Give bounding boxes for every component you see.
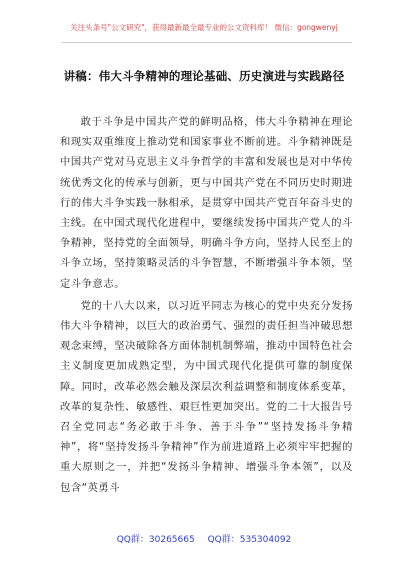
- promo-banner: 关注头条号"公文研究"，获得最新最全最专业的公文资料库！ 微信：gongwenyj: [70, 23, 338, 32]
- document-title: 讲稿：伟大斗争精神的理论基础、历史演进与实践路径: [63, 69, 345, 83]
- body-paragraph: 党的十八大以来，以习近平同志为核心的党中央充分发扬伟大斗争精神，以巨大的政治勇气、强烈的责任担当冲破思想观念束缚，坚决破除各方面体制机制弊端，推动中国特色社会主义制度更加成熟定型，为中国式现代化提供可靠的制度保障。同时，改革必然会触及深层次利益调整和制度体系变革，改革的复杂性、敏感性、艰巨性更加突出。党的二十大报告号召全党同志“务必敢于斗争、善于斗争”“坚持发扬斗争精神”，将“坚持发扬斗争精神”作为前进道路上必须牢牢把握的重大原则之一，并把“发扬斗争精神、增强斗争本领”，以及包含“英勇斗: [60, 299, 353, 494]
- body-paragraph: 敢于斗争是中国共产党的鲜明品格，伟大斗争精神在理论和现实双重维度上推动党和国家事业不断前进。斗争精神既是中国共产党对马克思主义斗争哲学的丰富和发展也是对中华传统优秀文化的传承与创新，更与中国共产党在不同历史时期进行的伟大斗争实践一脉相承，是贯穿中国共产党百年奋斗史的主线。在中国式现代化进程中，要继续发扬中国共产党人的斗争精神，坚持党的全面领导，明确斗争方向，坚持人民至上的斗争立场，坚持策略灵活的斗争智慧，不断增强斗争本领，坚定斗争意志。: [60, 116, 353, 290]
- document-body: [60, 112, 353, 498]
- footer: [0, 532, 408, 545]
- qq-group-link[interactable]: QQ群：30265665: [116, 535, 195, 545]
- header-divider: [62, 42, 352, 43]
- qq-group-link[interactable]: QQ群：535304092: [207, 535, 292, 545]
